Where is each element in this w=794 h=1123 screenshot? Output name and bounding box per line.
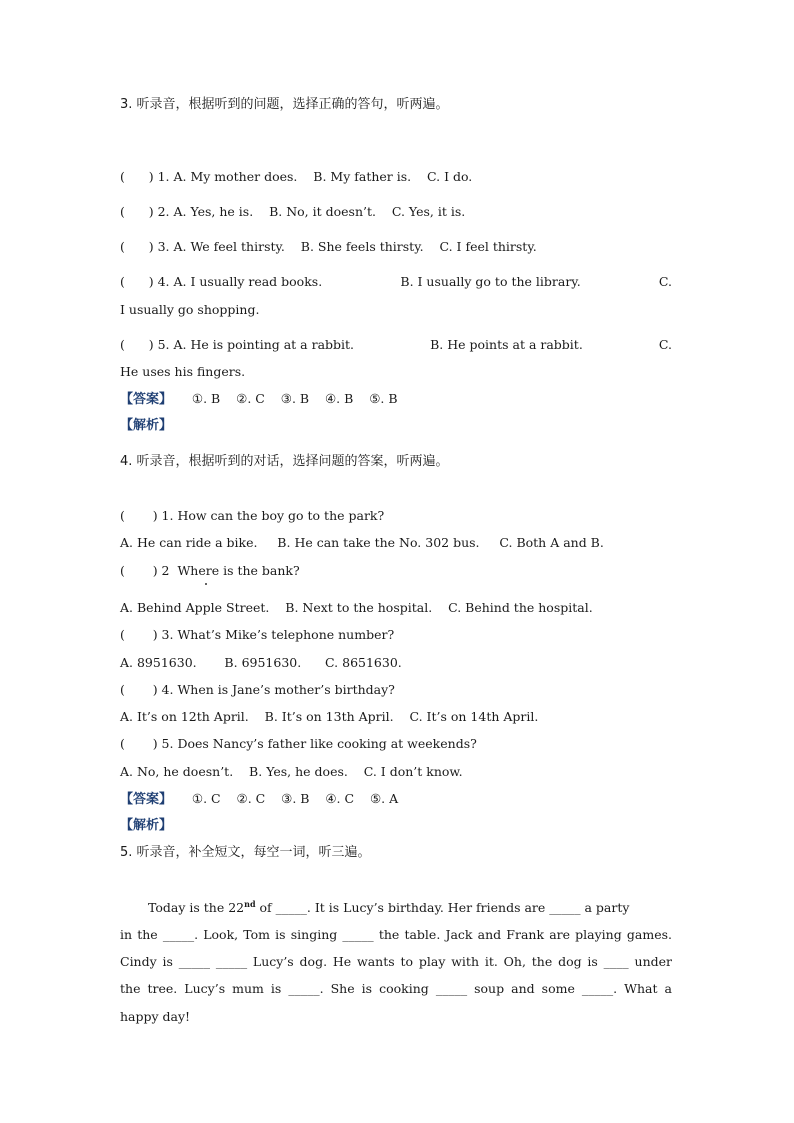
sec3-q5-option-a: ( ) 5. A. He is pointing at a rabbit. xyxy=(120,337,355,352)
sec3-question-1: ( ) 1. A. My mother does. B. My father is. C. I do. xyxy=(120,169,473,184)
sec3-q5-option-b: B. He points at a rabbit. xyxy=(430,337,583,352)
sec3-question-3: ( ) 3. A. We feel thirsty. B. She feels thirsty. C. I feel thirsty. xyxy=(120,239,537,254)
passage-line-4: the tree. Lucy’s mum is _____. She is cooking _____ soup and some _____. What a xyxy=(120,981,672,996)
passage-line-3: Cindy is _____ _____ Lucy’s dog. He wants to play with it. Oh, the dog is ____ under xyxy=(120,954,672,969)
stray-dot xyxy=(205,583,207,585)
sec4-question-5-options: A. No, he doesn’t. B. Yes, he does. C. I don’t know. xyxy=(120,764,463,779)
section-3-heading: 3. 听录音，根据听到的问题，选择正确的答句，听两遍。 xyxy=(120,97,449,112)
sec3-q4-option-a: ( ) 4. A. I usually read books. xyxy=(120,274,323,289)
sec4-question-2: ( ) 2 Where is the bank? xyxy=(120,563,300,578)
sec3-analysis-label: 【解析】 xyxy=(120,418,173,433)
sec3-q5-option-c-label: C. xyxy=(658,337,672,352)
sec3-answer-line xyxy=(120,391,398,408)
section-5-heading: 5. 听录音，补全短文，每空一词，听三遍。 xyxy=(120,845,371,860)
sec3-q4-option-c-label: C. xyxy=(658,274,672,289)
passage-line-2: in the _____. Look, Tom is singing _____ the table. Jack and Frank are playing games. xyxy=(120,927,672,942)
sec4-answer-label: 【答案】 xyxy=(120,792,173,807)
sec3-question-5 xyxy=(120,337,672,353)
sec3-question-4 xyxy=(120,274,672,290)
passage-line-1-start: Today is the 22 xyxy=(148,900,245,915)
sec4-question-3: ( ) 3. What’s Mike’s telephone number? xyxy=(120,627,395,642)
sec4-analysis-label: 【解析】 xyxy=(120,818,173,833)
sec4-question-1: ( ) 1. How can the boy go to the park? xyxy=(120,508,385,523)
sec4-question-4-options: A. It’s on 12th April. B. It’s on 13th April. C. It’s on 14th April. xyxy=(120,709,539,724)
ordinal-suffix: nd xyxy=(244,898,256,909)
sec4-question-2-options: A. Behind Apple Street. B. Next to the hospital. C. Behind the hospital. xyxy=(120,600,593,615)
passage-line-1 xyxy=(120,900,672,916)
sec4-question-1-options: A. He can ride a bike. B. He can take the No. 302 bus. C. Both A and B. xyxy=(120,535,604,550)
sec3-answer-label: 【答案】 xyxy=(120,392,173,407)
sec4-question-3-options: A. 8951630. B. 6951630. C. 8651630. xyxy=(120,655,402,670)
sec4-question-5: ( ) 5. Does Nancy’s father like cooking at weekends? xyxy=(120,736,477,751)
sec3-q5-option-c: He uses his fingers. xyxy=(120,364,246,379)
sec3-question-2: ( ) 2. A. Yes, he is. B. No, it doesn’t. C. Yes, it is. xyxy=(120,204,466,219)
sec4-question-4: ( ) 4. When is Jane’s mother’s birthday? xyxy=(120,682,395,697)
sec4-answer-line xyxy=(120,791,398,808)
sec4-answers: ①. C ②. C ③. B ④. C ⑤. A xyxy=(191,791,399,806)
section-4-heading: 4. 听录音，根据听到的对话，选择问题的答案，听两遍。 xyxy=(120,454,449,469)
sec3-answers: ①. B ②. C ③. B ④. B ⑤. B xyxy=(191,391,398,406)
passage-line-5: happy day! xyxy=(120,1009,191,1024)
sec3-q4-option-b: B. I usually go to the library. xyxy=(400,274,581,289)
sec3-q4-option-c: I usually go shopping. xyxy=(120,302,260,317)
passage-line-1-end: of _____. It is Lucy’s birthday. Her friends are _____ a party xyxy=(255,900,630,915)
